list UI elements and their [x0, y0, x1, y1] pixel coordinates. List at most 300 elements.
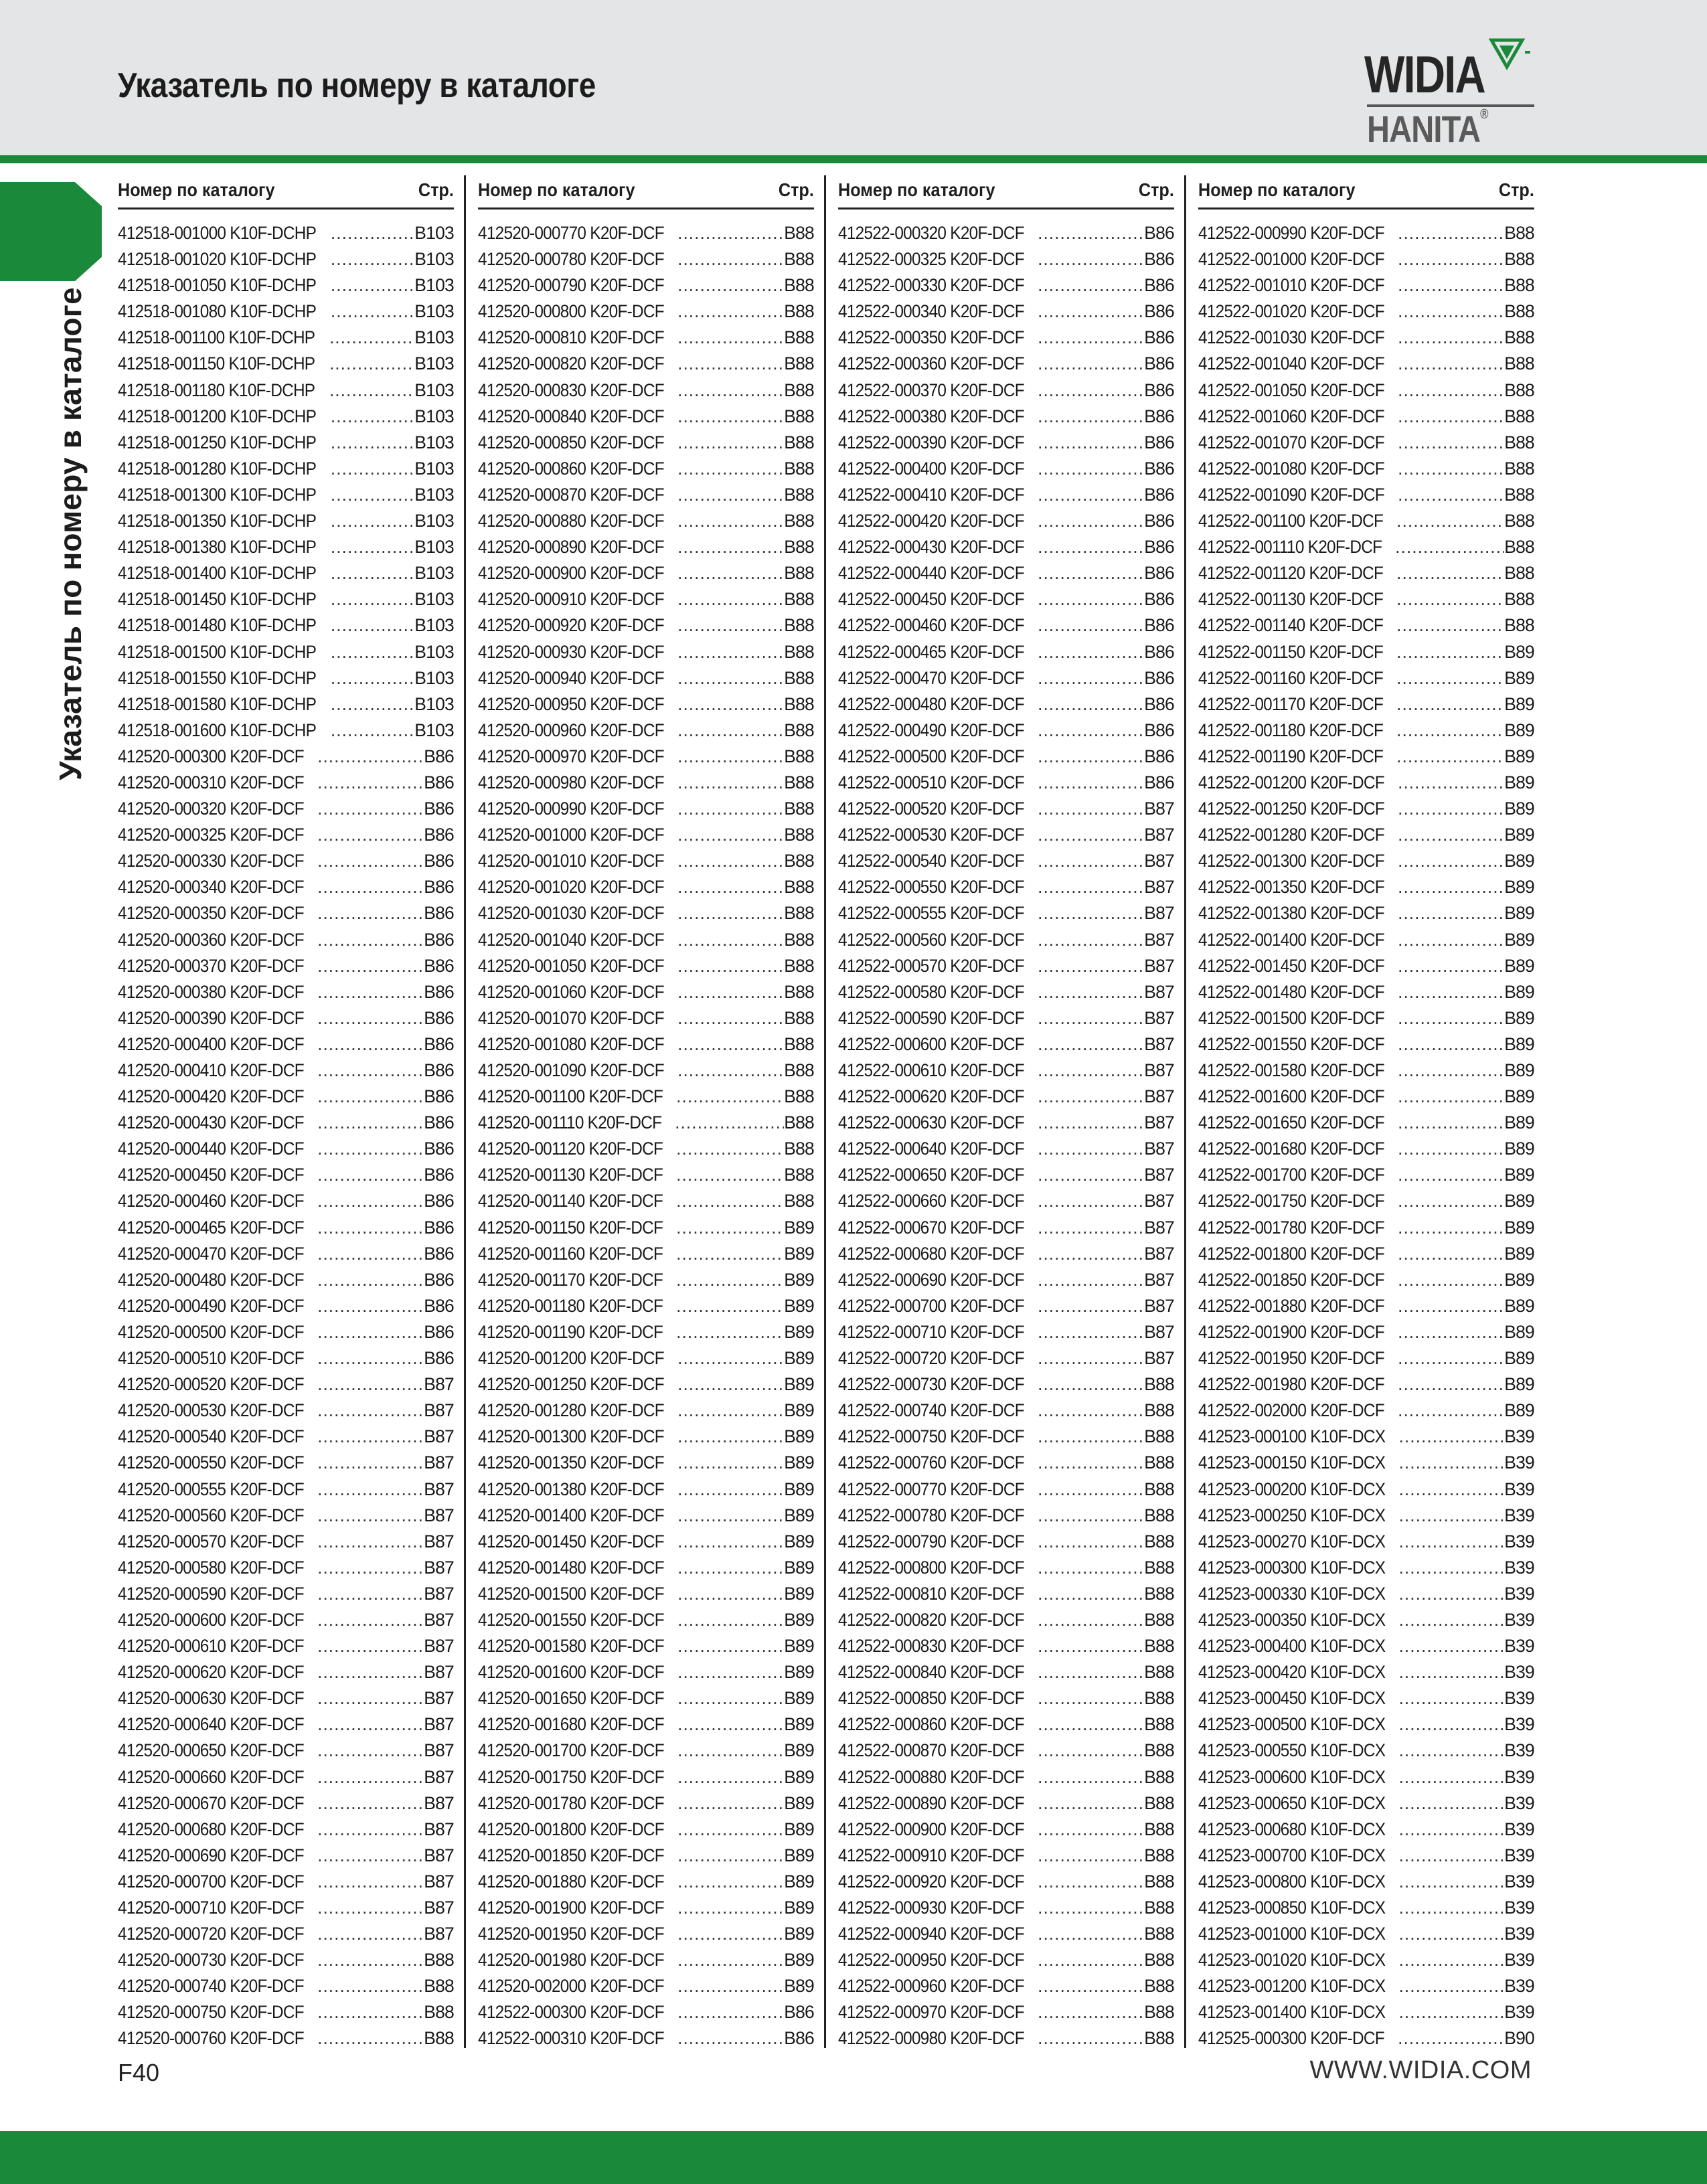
page-reference[interactable]: B39 [1504, 1636, 1534, 1657]
page-reference[interactable]: B103 [414, 720, 454, 740]
page-reference[interactable]: B89 [784, 1374, 814, 1395]
page-reference[interactable]: B86 [1144, 511, 1174, 531]
page-reference[interactable]: B86 [424, 981, 454, 1002]
page-reference[interactable]: B86 [1144, 693, 1174, 714]
page-reference[interactable]: B86 [1144, 458, 1174, 479]
page-reference[interactable]: B39 [1504, 1950, 1534, 1970]
page-reference[interactable]: B103 [414, 484, 454, 505]
page-reference[interactable]: B89 [784, 1531, 814, 1551]
page-reference[interactable]: B89 [784, 1243, 814, 1264]
page-reference[interactable]: B103 [414, 275, 454, 296]
page-reference[interactable]: B88 [1144, 1374, 1174, 1395]
page-reference[interactable]: B88 [1504, 380, 1534, 400]
page-reference[interactable]: B103 [414, 667, 454, 688]
page-reference[interactable]: B39 [1504, 1505, 1534, 1525]
page-reference[interactable]: B39 [1504, 1479, 1534, 1499]
page-reference[interactable]: B88 [1144, 2002, 1174, 2023]
page-reference[interactable]: B89 [784, 1636, 814, 1657]
page-reference[interactable]: B89 [1504, 1321, 1534, 1342]
catalog-number: 412523-000500 K10F-DCX [1198, 1714, 1386, 1735]
leader-dots [1038, 430, 1144, 456]
page-reference[interactable]: B87 [424, 1531, 454, 1551]
page-reference[interactable]: B89 [1504, 1139, 1534, 1159]
page-reference[interactable]: B86 [1144, 537, 1174, 558]
page-reference[interactable]: B86 [1144, 301, 1174, 322]
page-reference[interactable]: B88 [784, 1165, 814, 1185]
page-reference[interactable]: B89 [1504, 903, 1534, 924]
page-reference[interactable]: B88 [784, 249, 814, 270]
page-reference[interactable]: B87 [424, 1924, 454, 1944]
page-reference[interactable]: B87 [424, 1452, 454, 1473]
page-reference[interactable]: B88 [1144, 1871, 1174, 1892]
page-reference[interactable]: B86 [424, 929, 454, 950]
page-reference[interactable]: B86 [1144, 406, 1174, 426]
page-reference[interactable]: B89 [784, 1269, 814, 1290]
page-reference[interactable]: B88 [784, 903, 814, 924]
page-reference[interactable]: B88 [784, 667, 814, 688]
page-reference[interactable]: B88 [784, 589, 814, 610]
page-reference[interactable]: B86 [784, 2028, 814, 2049]
page-reference[interactable]: B103 [414, 406, 454, 426]
page-reference[interactable]: B89 [784, 1898, 814, 1918]
page-reference[interactable]: B89 [1504, 1060, 1534, 1080]
page-reference[interactable]: B39 [1504, 1845, 1534, 1865]
page-reference[interactable]: B87 [1144, 1191, 1174, 1211]
page-reference[interactable]: B87 [1144, 1295, 1174, 1316]
catalog-number: 412520-000740 K20F-DCF [118, 1976, 304, 1997]
page-reference[interactable]: B86 [424, 1269, 454, 1290]
index-row [1198, 325, 1534, 351]
page-reference[interactable]: B88 [784, 746, 814, 766]
page-reference[interactable]: B87 [1144, 825, 1174, 845]
page-reference[interactable]: B88 [1504, 223, 1534, 243]
page-reference[interactable]: B89 [784, 1321, 814, 1342]
index-row [478, 1005, 814, 1031]
page-reference[interactable]: B89 [784, 1662, 814, 1683]
page-reference[interactable]: B88 [784, 353, 814, 374]
page-reference[interactable]: B87 [1144, 1007, 1174, 1028]
page-reference[interactable]: B88 [1144, 1792, 1174, 1813]
page-reference[interactable]: B89 [784, 1688, 814, 1709]
page-reference[interactable]: B89 [784, 1609, 814, 1630]
page-reference[interactable]: B87 [1144, 1033, 1174, 1054]
page-reference[interactable]: B87 [424, 1505, 454, 1525]
page-reference[interactable]: B88 [784, 641, 814, 662]
page-reference[interactable]: B39 [1504, 1766, 1534, 1787]
page-reference[interactable]: B103 [414, 353, 454, 374]
page-reference[interactable]: B89 [1504, 1112, 1534, 1133]
page-reference[interactable]: B86 [1144, 641, 1174, 662]
page-reference[interactable]: B86 [424, 799, 454, 819]
page-reference[interactable]: B89 [1504, 1217, 1534, 1238]
page-reference[interactable]: B88 [1144, 2028, 1174, 2049]
page-reference[interactable]: B86 [424, 1060, 454, 1080]
page-reference[interactable]: B88 [784, 929, 814, 950]
page-reference[interactable]: B89 [1504, 1007, 1534, 1028]
page-reference[interactable]: B89 [1504, 1086, 1534, 1107]
leader-dots [317, 848, 424, 874]
page-reference[interactable]: B88 [1504, 458, 1534, 479]
page-reference[interactable]: B39 [1504, 1819, 1534, 1839]
page-reference[interactable]: B89 [1504, 1269, 1534, 1290]
page-reference[interactable]: B88 [784, 693, 814, 714]
page-reference[interactable]: B88 [1144, 1845, 1174, 1865]
page-reference[interactable]: B89 [1504, 641, 1534, 662]
page-reference[interactable]: B89 [1504, 693, 1534, 714]
page-reference[interactable]: B39 [1504, 1792, 1534, 1813]
page-reference[interactable]: B89 [784, 1740, 814, 1761]
page-reference[interactable]: B86 [424, 877, 454, 898]
page-reference[interactable]: B88 [784, 223, 814, 243]
page-reference[interactable]: B89 [784, 1871, 814, 1892]
page-reference[interactable]: B87 [424, 1479, 454, 1499]
page-reference[interactable]: B86 [424, 772, 454, 792]
page-reference[interactable]: B88 [1144, 1766, 1174, 1787]
page-reference[interactable]: B88 [1144, 1898, 1174, 1918]
page-reference[interactable]: B88 [784, 563, 814, 584]
page-reference[interactable]: B86 [424, 825, 454, 845]
page-reference[interactable]: B88 [784, 484, 814, 505]
page-reference[interactable]: B87 [1144, 1060, 1174, 1080]
page-reference[interactable]: B87 [424, 1766, 454, 1787]
page-reference[interactable]: B86 [424, 746, 454, 766]
page-reference[interactable]: B88 [784, 458, 814, 479]
page-reference[interactable]: B39 [1504, 1740, 1534, 1761]
page-reference[interactable]: B87 [1144, 1348, 1174, 1369]
page-reference[interactable]: B87 [1144, 799, 1174, 819]
page-reference[interactable]: B86 [424, 1007, 454, 1028]
page-reference[interactable]: B87 [424, 1714, 454, 1735]
page-reference[interactable]: B88 [424, 2002, 454, 2023]
page-reference[interactable]: B103 [414, 327, 454, 348]
page-reference[interactable]: B89 [784, 1348, 814, 1369]
page-reference[interactable]: B86 [424, 1191, 454, 1211]
page-reference[interactable]: B88 [1504, 511, 1534, 531]
page-reference[interactable]: B88 [1504, 615, 1534, 636]
page-reference[interactable]: B88 [1504, 589, 1534, 610]
page-reference[interactable]: B86 [784, 2002, 814, 2023]
page-reference[interactable]: B39 [1504, 1871, 1534, 1892]
page-reference[interactable]: B86 [1144, 223, 1174, 243]
page-reference[interactable]: B86 [424, 1217, 454, 1238]
page-reference[interactable]: B87 [1144, 1321, 1174, 1342]
page-reference[interactable]: B88 [1144, 1976, 1174, 1997]
page-reference[interactable]: B39 [1504, 1557, 1534, 1578]
page-reference[interactable]: B89 [784, 1426, 814, 1447]
page-reference[interactable]: B88 [1504, 249, 1534, 270]
page-reference[interactable]: B86 [1144, 432, 1174, 452]
page-reference[interactable]: B103 [414, 589, 454, 610]
page-reference[interactable]: B88 [1144, 1531, 1174, 1551]
leader-dots [1038, 377, 1144, 404]
page-reference[interactable]: B87 [424, 1636, 454, 1657]
page-reference[interactable]: B39 [1504, 2002, 1534, 2023]
page-reference[interactable]: B87 [1144, 955, 1174, 976]
page-reference[interactable]: B87 [1144, 1139, 1174, 1159]
page-reference[interactable]: B103 [414, 223, 454, 243]
leader-dots [677, 822, 784, 848]
page-reference[interactable]: B88 [1144, 1479, 1174, 1499]
page-reference[interactable]: B103 [414, 641, 454, 662]
page-reference[interactable]: B86 [1144, 589, 1174, 610]
page-reference[interactable]: B39 [1504, 1976, 1534, 1997]
page-reference[interactable]: B89 [1504, 772, 1534, 792]
page-reference[interactable]: B88 [1144, 1819, 1174, 1839]
page-reference[interactable]: B89 [784, 1792, 814, 1813]
page-reference[interactable]: B88 [784, 981, 814, 1002]
leader-dots [1399, 1764, 1505, 1790]
page-reference[interactable]: B88 [1144, 1583, 1174, 1604]
page-reference[interactable]: B87 [1144, 1269, 1174, 1290]
page-reference[interactable]: B88 [784, 772, 814, 792]
page-reference[interactable]: B87 [1144, 1243, 1174, 1264]
page-reference[interactable]: B39 [1504, 1688, 1534, 1709]
page-reference[interactable]: B89 [1504, 667, 1534, 688]
page-reference[interactable]: B89 [784, 1583, 814, 1604]
index-row [478, 1136, 814, 1162]
page-reference[interactable]: B88 [1144, 1714, 1174, 1735]
page-reference[interactable]: B88 [784, 380, 814, 400]
page-reference[interactable]: B86 [1144, 275, 1174, 296]
page-reference[interactable]: B87 [1144, 851, 1174, 871]
page-reference[interactable]: B103 [414, 458, 454, 479]
page-reference[interactable]: B88 [1144, 1924, 1174, 1944]
page-reference[interactable]: B103 [414, 537, 454, 558]
page-reference[interactable]: B86 [1144, 249, 1174, 270]
page-reference[interactable]: B88 [784, 1033, 814, 1054]
page-reference[interactable]: B39 [1504, 1452, 1534, 1473]
page-reference[interactable]: B89 [1504, 1243, 1534, 1264]
page-reference[interactable]: B89 [784, 1766, 814, 1787]
page-reference[interactable]: B89 [1504, 1295, 1534, 1316]
page-reference[interactable]: B87 [424, 1819, 454, 1839]
page-reference[interactable]: B86 [424, 1086, 454, 1107]
page-reference[interactable]: B88 [1504, 301, 1534, 322]
catalog-number: 412522-001120 K20F-DCF [1198, 563, 1384, 584]
page-reference[interactable]: B88 [784, 1112, 814, 1133]
page-reference[interactable]: B88 [784, 301, 814, 322]
page-reference[interactable]: B87 [424, 1557, 454, 1578]
page-reference[interactable]: B86 [1144, 380, 1174, 400]
page-reference[interactable]: B87 [424, 1374, 454, 1395]
page-reference[interactable]: B86 [424, 1295, 454, 1316]
page-reference[interactable]: B39 [1504, 1714, 1534, 1735]
page-reference[interactable]: B88 [1144, 1662, 1174, 1683]
page-reference[interactable]: B89 [784, 1714, 814, 1735]
page-reference[interactable]: B39 [1504, 1898, 1534, 1918]
page-reference[interactable]: B89 [1504, 1400, 1534, 1421]
catalog-number: 412522-000580 K20F-DCF [838, 981, 1024, 1002]
page-reference[interactable]: B87 [1144, 1086, 1174, 1107]
page-reference[interactable]: B88 [1504, 353, 1534, 374]
page-reference[interactable]: B89 [784, 1845, 814, 1865]
page-reference[interactable]: B88 [784, 1007, 814, 1028]
page-reference[interactable]: B86 [424, 1112, 454, 1133]
website-url[interactable]: WWW.WIDIA.COM [1309, 2056, 1532, 2084]
page-reference[interactable]: B39 [1504, 1609, 1534, 1630]
page-reference[interactable]: B89 [784, 1217, 814, 1238]
page-reference[interactable]: B88 [1144, 1557, 1174, 1578]
page-reference[interactable]: B103 [414, 511, 454, 531]
page-reference[interactable]: B103 [414, 249, 454, 270]
page-reference[interactable]: B88 [784, 275, 814, 296]
page-reference[interactable]: B89 [784, 1924, 814, 1944]
page-reference[interactable]: B87 [424, 1400, 454, 1421]
page-reference[interactable]: B87 [424, 1792, 454, 1813]
page-reference[interactable]: B88 [1504, 432, 1534, 452]
page-reference[interactable]: B89 [1504, 825, 1534, 845]
page-reference[interactable]: B88 [424, 1950, 454, 1970]
page-reference[interactable]: B88 [784, 1060, 814, 1080]
page-reference[interactable]: B89 [1504, 981, 1534, 1002]
page-reference[interactable]: B88 [784, 799, 814, 819]
leader-dots [677, 456, 784, 482]
page-reference[interactable]: B89 [1504, 1374, 1534, 1395]
page-reference[interactable]: B86 [424, 1165, 454, 1185]
page-reference[interactable]: B88 [784, 537, 814, 558]
catalog-number: 412520-000730 K20F-DCF [118, 1950, 304, 1970]
page-reference[interactable]: B88 [784, 955, 814, 976]
page-reference[interactable]: B86 [424, 1321, 454, 1342]
page-reference[interactable]: B87 [1144, 929, 1174, 950]
page-reference[interactable]: B87 [424, 1740, 454, 1761]
page-reference[interactable]: B86 [424, 1348, 454, 1369]
page-reference[interactable]: B88 [1504, 275, 1534, 296]
page-reference[interactable]: B103 [414, 563, 454, 584]
page-reference[interactable]: B87 [1144, 1217, 1174, 1238]
page-reference[interactable]: B89 [784, 1505, 814, 1525]
page-reference[interactable]: B87 [1144, 1112, 1174, 1133]
page-reference[interactable]: B87 [424, 1845, 454, 1865]
page-reference[interactable]: B88 [784, 615, 814, 636]
page-reference[interactable]: B86 [1144, 720, 1174, 740]
page-reference[interactable]: B88 [1144, 1688, 1174, 1709]
page-reference[interactable]: B88 [424, 1976, 454, 1997]
page-reference[interactable]: B39 [1504, 1662, 1534, 1683]
catalog-number: 412522-001850 K20F-DCF [1198, 1269, 1384, 1290]
page-reference[interactable]: B88 [784, 432, 814, 452]
page-reference[interactable]: B87 [1144, 903, 1174, 924]
page-reference[interactable]: B89 [784, 1557, 814, 1578]
page-reference[interactable]: B89 [784, 1819, 814, 1839]
page-reference[interactable]: B103 [414, 693, 454, 714]
page-reference[interactable]: B89 [1504, 1191, 1534, 1211]
page-reference[interactable]: B86 [1144, 746, 1174, 766]
page-reference[interactable]: B86 [424, 955, 454, 976]
page-reference[interactable]: B89 [784, 1452, 814, 1473]
page-reference[interactable]: B89 [1504, 877, 1534, 898]
page-reference[interactable]: B88 [1144, 1426, 1174, 1447]
page-reference[interactable]: B88 [1504, 484, 1534, 505]
page-reference[interactable]: B88 [784, 825, 814, 845]
page-reference[interactable]: B87 [424, 1662, 454, 1683]
page-reference[interactable]: B86 [424, 1033, 454, 1054]
page-reference[interactable]: B88 [784, 1191, 814, 1211]
leader-dots [1038, 979, 1144, 1005]
page-reference[interactable]: B89 [1504, 746, 1534, 766]
page-reference[interactable]: B39 [1504, 1924, 1534, 1944]
page-reference[interactable]: B88 [784, 406, 814, 426]
page-reference[interactable]: B89 [784, 1950, 814, 1970]
page-reference[interactable]: B87 [424, 1898, 454, 1918]
page-reference[interactable]: B88 [1144, 1636, 1174, 1657]
page-reference[interactable]: B89 [1504, 799, 1534, 819]
page-reference[interactable]: B87 [424, 1583, 454, 1604]
page-reference[interactable]: B88 [1504, 327, 1534, 348]
page-reference[interactable]: B89 [1504, 929, 1534, 950]
page-reference[interactable]: B89 [1504, 851, 1534, 871]
page-reference[interactable]: B86 [1144, 353, 1174, 374]
page-reference[interactable]: B88 [1144, 1505, 1174, 1525]
page-reference[interactable]: B88 [424, 2028, 454, 2049]
page-reference[interactable]: B39 [1504, 1583, 1534, 1604]
page-reference[interactable]: B86 [424, 851, 454, 871]
page-reference[interactable]: B87 [424, 1871, 454, 1892]
leader-dots [1038, 1503, 1144, 1529]
page-reference[interactable]: B86 [1144, 484, 1174, 505]
page-reference[interactable]: B87 [424, 1609, 454, 1630]
page-reference[interactable]: B89 [1504, 720, 1534, 740]
page-reference[interactable]: B86 [424, 1243, 454, 1264]
page-reference[interactable]: B39 [1504, 1426, 1534, 1447]
page-reference[interactable]: B88 [1144, 1950, 1174, 1970]
page-reference[interactable]: B89 [1504, 1165, 1534, 1185]
page-reference[interactable]: B88 [1144, 1609, 1174, 1630]
page-reference[interactable]: B86 [1144, 327, 1174, 348]
page-reference[interactable]: B88 [1144, 1400, 1174, 1421]
index-row [478, 1895, 814, 1921]
page-reference[interactable]: B87 [1144, 981, 1174, 1002]
page-reference[interactable]: B88 [1504, 537, 1534, 558]
page-reference[interactable]: B88 [784, 1086, 814, 1107]
page-reference[interactable]: B89 [784, 1295, 814, 1316]
page-reference[interactable]: B103 [414, 301, 454, 322]
page-reference[interactable]: B86 [1144, 563, 1174, 584]
page-reference[interactable]: B88 [784, 1139, 814, 1159]
page-reference[interactable]: B88 [784, 511, 814, 531]
page-reference[interactable]: B86 [1144, 772, 1174, 792]
page-reference[interactable]: B89 [784, 1479, 814, 1499]
page-reference[interactable]: B89 [1504, 1033, 1534, 1054]
page-reference[interactable]: B90 [1504, 2028, 1534, 2049]
page-reference[interactable]: B88 [784, 327, 814, 348]
catalog-number: 412522-001100 K20F-DCF [1198, 511, 1384, 531]
page-reference[interactable]: B88 [1504, 563, 1534, 584]
page-reference[interactable]: B88 [1504, 406, 1534, 426]
page-reference[interactable]: B88 [1144, 1452, 1174, 1473]
page-reference[interactable]: B87 [1144, 877, 1174, 898]
page-reference[interactable]: B87 [424, 1426, 454, 1447]
page-reference[interactable]: B86 [424, 903, 454, 924]
page-reference[interactable]: B87 [1144, 1165, 1174, 1185]
page-reference[interactable]: B103 [414, 380, 454, 400]
page-reference[interactable]: B88 [784, 851, 814, 871]
page-reference[interactable]: B88 [784, 720, 814, 740]
page-reference[interactable]: B86 [1144, 667, 1174, 688]
page-reference[interactable]: B39 [1504, 1531, 1534, 1551]
page-reference[interactable]: B89 [784, 1400, 814, 1421]
page-reference[interactable]: B88 [784, 877, 814, 898]
page-reference[interactable]: B103 [414, 432, 454, 452]
page-reference[interactable]: B88 [1144, 1740, 1174, 1761]
page-reference[interactable]: B86 [424, 1139, 454, 1159]
page-reference[interactable]: B89 [1504, 955, 1534, 976]
page-reference[interactable]: B86 [1144, 615, 1174, 636]
page-reference[interactable]: B87 [424, 1688, 454, 1709]
page-reference[interactable]: B103 [414, 615, 454, 636]
page-reference[interactable]: B89 [1504, 1348, 1534, 1369]
page-reference[interactable]: B89 [784, 1976, 814, 1997]
